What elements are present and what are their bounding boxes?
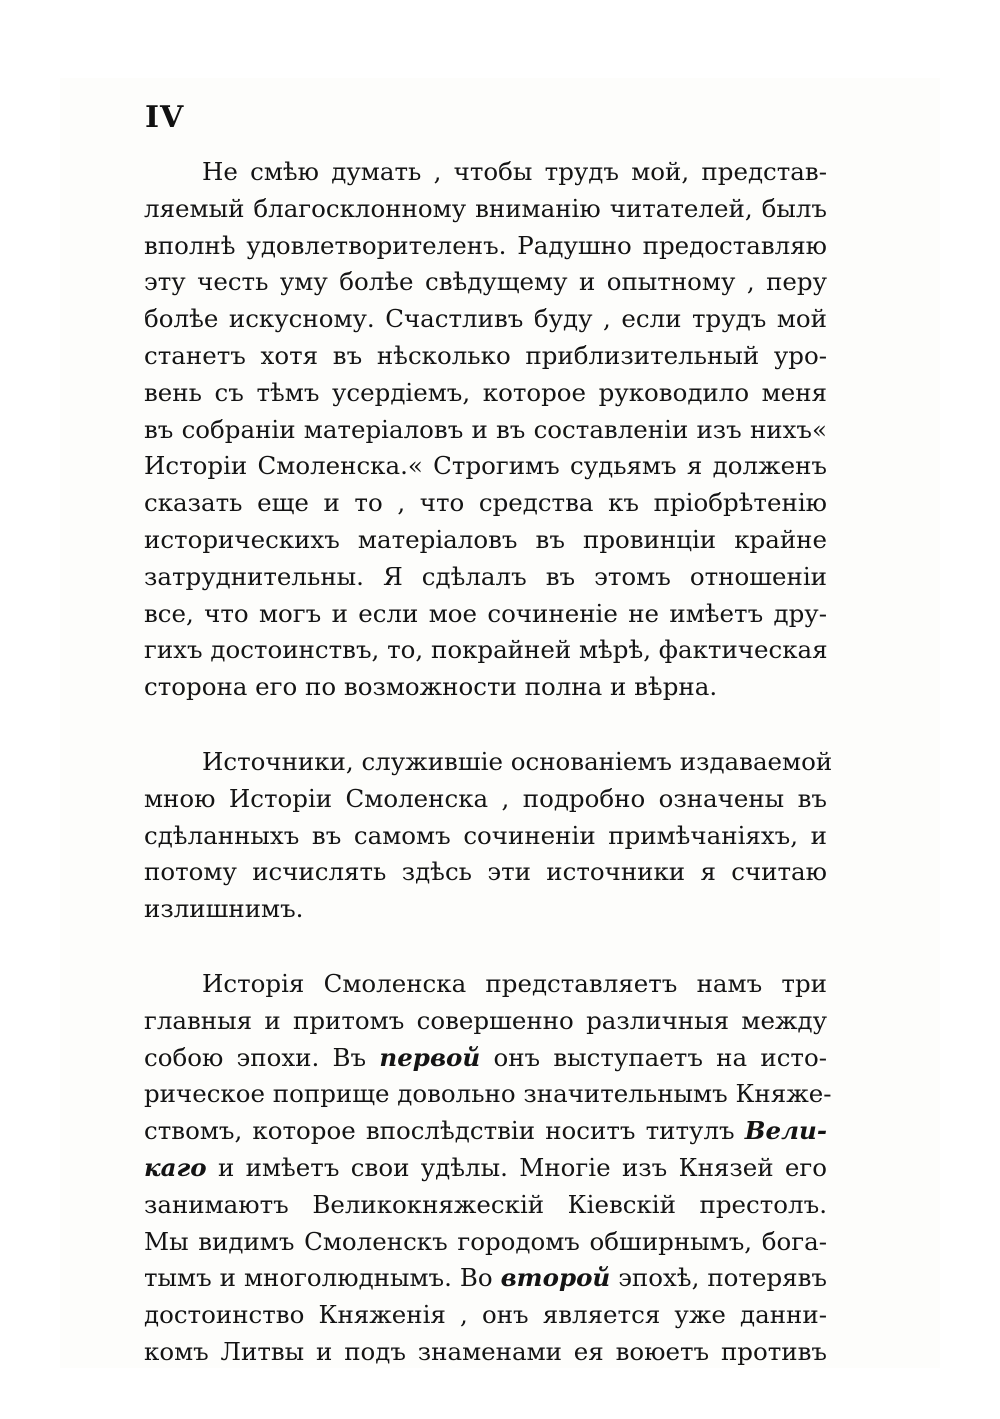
page-number: IV xyxy=(145,100,185,135)
text-segment: тымъ и многолюднымъ. Во xyxy=(144,1263,501,1293)
paragraph-2 xyxy=(144,744,833,928)
text-segment: комъ Литвы и подъ знаменами ея воюетъ противъ xyxy=(144,1336,827,1366)
text-segment: рическое поприще довольно значительнымъ Княже- xyxy=(144,1079,832,1109)
italic-emphasis: каго xyxy=(144,1152,207,1182)
text-line: Источники, служившіе основаніемъ издаваемой xyxy=(202,746,833,776)
text-segment: Мы видимъ Смоленскъ городомъ обширнымъ, бога- xyxy=(144,1226,827,1256)
text-line: вень съ тѣмъ усердіемъ, которое руководило меня xyxy=(144,377,827,407)
text-line: болѣе искусному. Счастливъ буду , если трудъ мой xyxy=(144,304,827,334)
text-line xyxy=(144,1076,832,1113)
text-line xyxy=(144,1260,827,1297)
text-line xyxy=(144,1040,827,1077)
text-line: Не смѣю думать , чтобы трудъ мой, представ- xyxy=(202,157,827,186)
italic-emphasis: первой xyxy=(379,1042,481,1072)
text-segment: и имѣетъ свои удѣлы. Многіе изъ Князей его xyxy=(206,1152,827,1182)
text-line xyxy=(144,1334,827,1371)
text-segment: собою эпохи. Въ xyxy=(144,1042,380,1072)
text-segment: ствомъ, которое впослѣдствіи носитъ титулъ xyxy=(144,1116,745,1146)
text-line: эту честь уму болѣе свѣдущему и опытному , перу xyxy=(144,267,827,297)
paragraph-3 xyxy=(144,966,832,1371)
text-line: сторона его по возможности полна и вѣрна. xyxy=(144,672,718,702)
text-segment: главныя и притомъ совершенно различныя между xyxy=(144,1005,827,1035)
body-text xyxy=(144,154,833,1371)
text-line: историческихъ матеріаловъ въ провинціи крайне xyxy=(144,524,827,554)
text-line: потому исчислять здѣсь эти источники я считаю xyxy=(144,857,827,887)
text-line: затруднительны. Я сдѣлалъ въ этомъ отношеніи xyxy=(144,561,827,591)
text-line xyxy=(144,1297,827,1334)
text-line: въ собраніи матеріаловъ и въ составленіи изъ нихъ« xyxy=(144,414,827,444)
paragraph-1 xyxy=(144,154,827,706)
text-line xyxy=(144,1150,827,1187)
text-segment: достоинство Княженія , онъ является уже данни- xyxy=(144,1300,827,1330)
text-line xyxy=(144,1224,827,1261)
text-segment: занимаютъ Великокняжескій Кіевскій престолъ. xyxy=(144,1189,827,1219)
text-line: гихъ достоинствъ, то, покрайней мѣрѣ, фактическая xyxy=(144,635,828,665)
text-line: все, что могъ и если мое сочиненіе не имѣетъ дру- xyxy=(144,598,827,628)
text-line xyxy=(144,1187,827,1224)
text-line: излишнимъ. xyxy=(144,894,304,924)
text-line xyxy=(144,1113,827,1150)
text-line xyxy=(144,1003,827,1040)
text-line: сказать еще и то , что средства къ пріобрѣтенію xyxy=(144,488,827,518)
text-line: Исторіи Смоленска.« Строгимъ судьямъ я долженъ xyxy=(144,451,827,481)
italic-emphasis: Вели- xyxy=(744,1116,827,1146)
text-line: сдѣланныхъ въ самомъ сочиненіи примѣчаніяхъ, и xyxy=(144,820,827,850)
text-segment: эпохѣ, потерявъ xyxy=(610,1263,827,1293)
text-line: мною Исторіи Смоленска , подробно означены въ xyxy=(144,783,827,813)
text-segment: онъ выступаетъ на исто- xyxy=(480,1042,828,1072)
text-segment: Исторія Смоленска представляетъ намъ три xyxy=(202,968,827,998)
text-line xyxy=(144,966,827,1003)
text-line: вполнѣ удовлетворителенъ. Радушно предоставляю xyxy=(144,230,827,260)
text-line: станетъ хотя въ нѣсколько приблизительный уро- xyxy=(144,340,827,370)
italic-emphasis: второй xyxy=(500,1263,611,1293)
text-line: ляемый благосклонному вниманію читателей, былъ xyxy=(144,193,827,223)
